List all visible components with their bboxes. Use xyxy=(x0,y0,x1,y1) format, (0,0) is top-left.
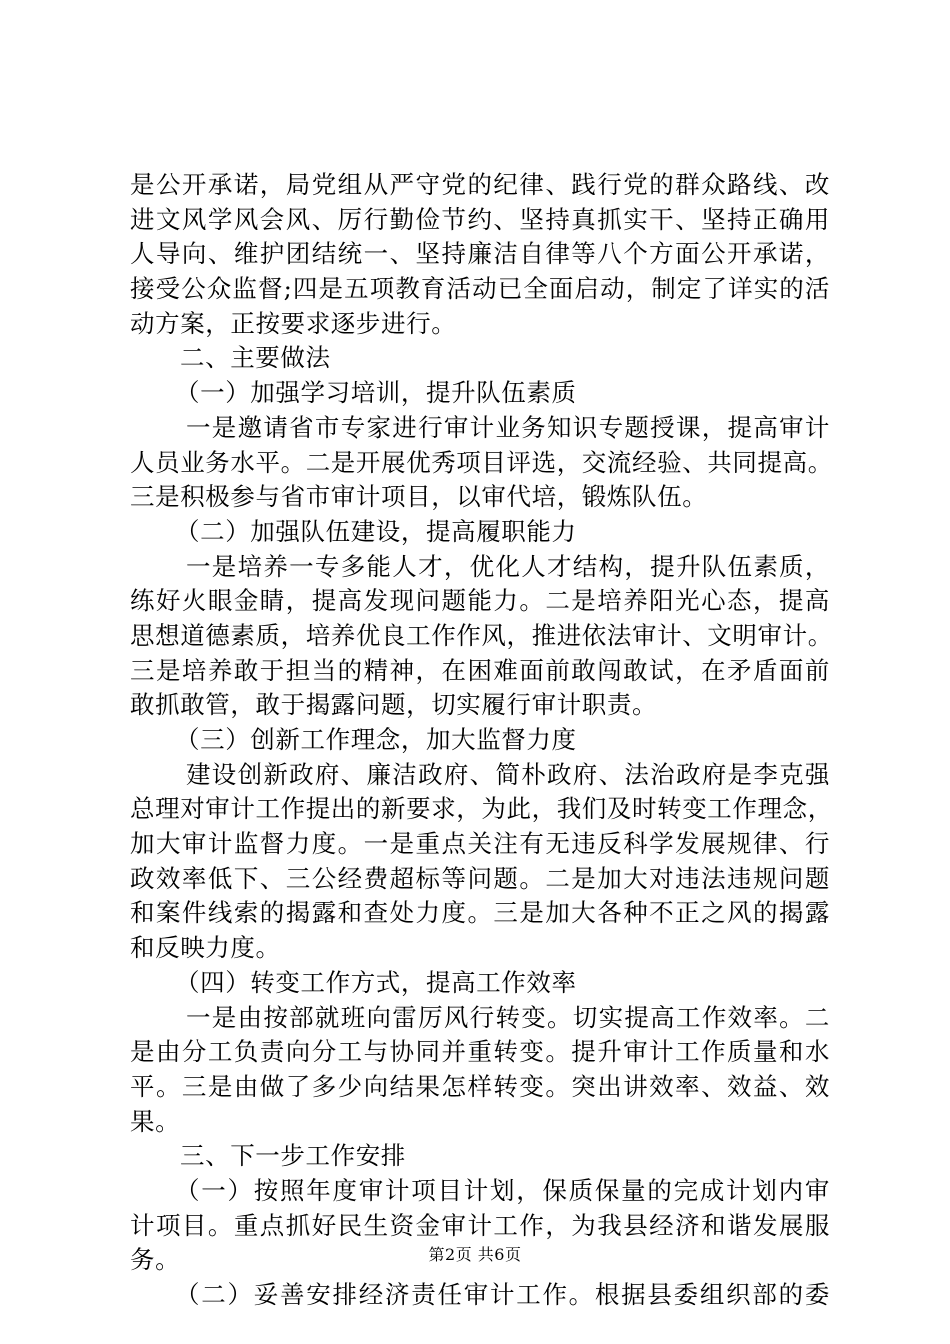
text-line: （二）妥善安排经济责任审计工作。根据县委组织部的委 xyxy=(175,1280,830,1309)
text-line: 计项目。重点抓好民生资金审计工作，为我县经济和谐发展服 xyxy=(130,1210,830,1240)
text-line: 一是邀请省市专家进行审计业务知识专题授课，提高审计 xyxy=(186,412,830,442)
text-line: 人员业务水平。二是开展优秀项目评选，交流经验、共同提高。 xyxy=(130,447,833,477)
subsection-heading: （四）转变工作方式，提高工作效率 xyxy=(175,967,577,997)
text-line: 政效率低下、三公经费超标等问题。二是加大对违法违规问题 xyxy=(130,863,830,893)
page-number-footer: 第2页 共6页 xyxy=(428,1245,522,1264)
text-line: 接受公众监督;四是五项教育活动已全面启动，制定了详实的活 xyxy=(130,274,830,304)
text-line: 练好火眼金睛，提高发现问题能力。二是培养阳光心态，提高 xyxy=(130,586,830,616)
text-line: 务。 xyxy=(130,1245,181,1275)
text-line: 总理对审计工作提出的新要求，为此，我们及时转变工作理念， xyxy=(130,794,833,824)
text-line: 果。 xyxy=(130,1106,181,1136)
text-line: 人导向、维护团结统一、坚持廉洁自律等八个方面公开承诺， xyxy=(130,239,830,269)
section-heading: 三、下一步工作安排 xyxy=(180,1141,406,1171)
text-line: 平。三是由做了多少向结果怎样转变。突出讲效率、效益、效 xyxy=(130,1071,830,1101)
text-line: 和反映力度。 xyxy=(130,933,281,963)
text-line: 思想道德素质，培养优良工作作风，推进依法审计、文明审计。 xyxy=(130,620,833,650)
text-line: （一）按照年度审计项目计划，保质保量的完成计划内审 xyxy=(175,1175,830,1205)
text-line: 和案件线索的揭露和查处力度。三是加大各种不正之风的揭露 xyxy=(130,898,830,928)
subsection-heading: （三）创新工作理念，加大监督力度 xyxy=(175,725,577,754)
subsection-heading: （二）加强队伍建设，提高履职能力 xyxy=(175,516,577,546)
text-line: 三是积极参与省市审计项目，以审代培，锻炼队伍。 xyxy=(130,482,708,512)
text-line: 加大审计监督力度。一是重点关注有无违反科学发展规律、行 xyxy=(130,829,830,859)
text-line: 是由分工负责向分工与协同并重转变。提升审计工作质量和水 xyxy=(130,1037,830,1067)
text-line: 一是由按部就班向雷厉风行转变。切实提高工作效率。二 xyxy=(186,1002,830,1032)
document-body xyxy=(130,168,833,1313)
text-line: 是公开承诺，局党组从严守党的纪律、践行党的群众路线、改 xyxy=(130,170,830,199)
text-line: 进文风学风会风、厉行勤俭节约、坚持真抓实干、坚持正确用 xyxy=(130,204,830,234)
text-line: 动方案，正按要求逐步进行。 xyxy=(130,308,457,338)
text-line: 一是培养一专多能人才，优化人才结构，提升队伍素质， xyxy=(186,551,830,581)
subsection-heading: （一）加强学习培训，提升队伍素质 xyxy=(175,378,577,408)
section-heading: 二、主要做法 xyxy=(180,343,331,373)
text-line: 敢抓敢管，敢于揭露问题，切实履行审计职责。 xyxy=(130,690,658,720)
text-line: 三是培养敢于担当的精神，在困难面前敢闯敢试，在矛盾面前 xyxy=(130,655,830,685)
text-line: 建设创新政府、廉洁政府、简朴政府、法治政府是李克强 xyxy=(186,759,830,789)
